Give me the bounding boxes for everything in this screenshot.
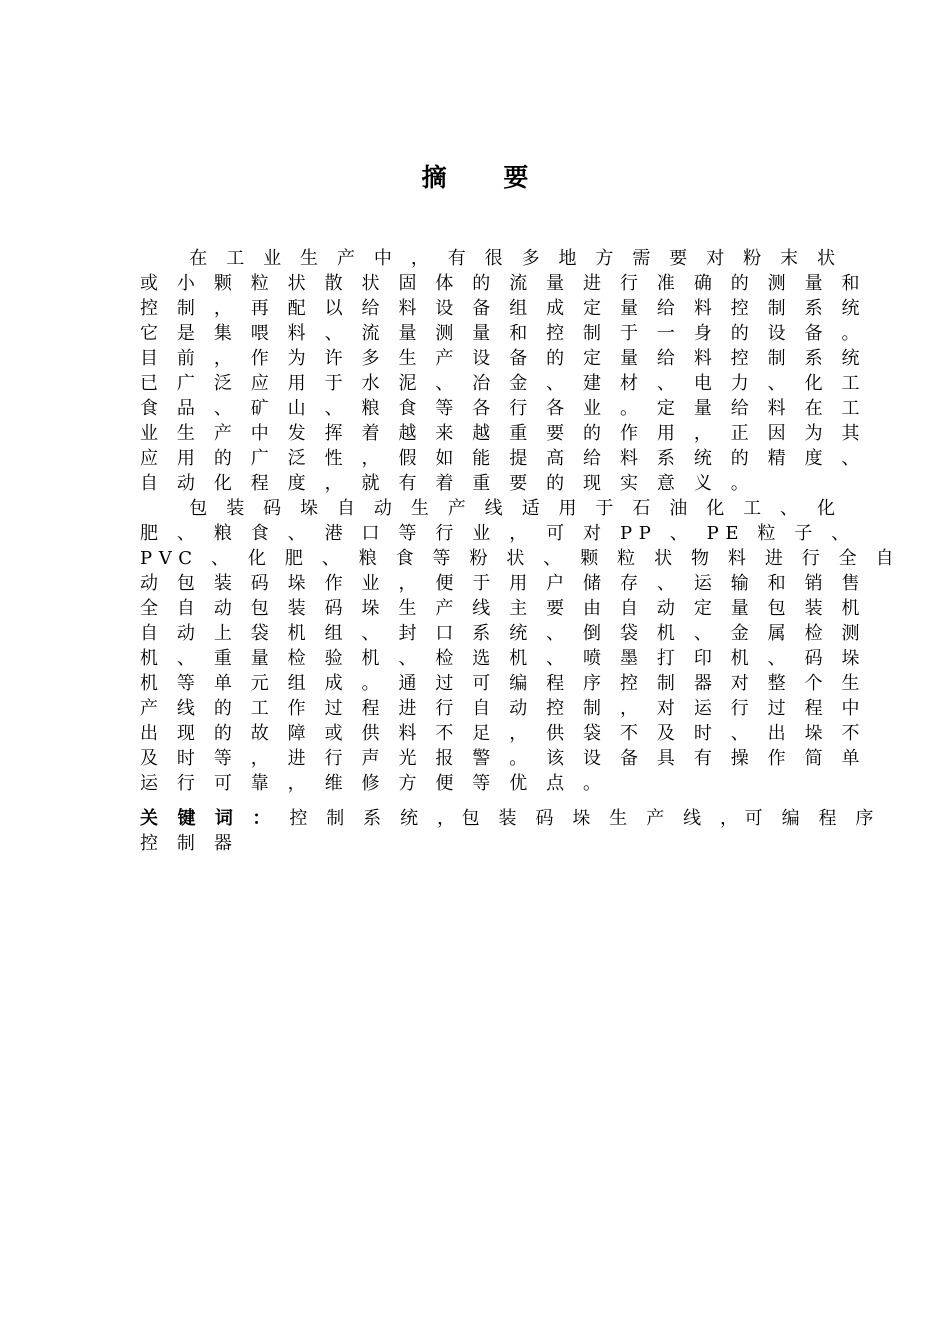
abstract-line: PVC 、 化 肥 、 粮 食 等 粉 状 、 颗 粒 状 物 料 进 行 全 自 [140, 548, 901, 569]
abstract-body [140, 246, 901, 796]
abstract-line: 业 生 产 中 发 挥 着 越 来 越 重 要 的 作 用 ， 正 因 为 其 [140, 423, 867, 444]
abstract-line: 控 制 ， 再 配 以 给 料 设 备 组 成 定 量 给 料 控 制 系 统 [140, 298, 867, 319]
keywords-line [140, 806, 881, 831]
keywords-section [140, 806, 881, 856]
abstract-line: 或 小 颗 粒 状 散 状 固 体 的 流 量 进 行 准 确 的 测 量 和 [140, 273, 867, 294]
abstract-line: 全 自 动 包 装 码 垛 生 产 线 主 要 由 自 动 定 量 包 装 机 [140, 598, 867, 619]
abstract-line: 食 品 、 矿 山 、 粮 食 等 各 行 各 业 。 定 量 给 料 在 工 [140, 398, 867, 419]
abstract-line: 应 用 的 广 泛 性 ， 假 如 能 提 高 给 料 系 统 的 精 度 、 [140, 448, 867, 469]
abstract-line: 包 装 码 垛 自 动 生 产 线 适 用 于 石 油 化 工 、 化 [140, 498, 842, 519]
abstract-line: 动 包 装 码 垛 作 业 ， 便 于 用 户 储 存 、 运 输 和 销 售 [140, 573, 867, 594]
abstract-line: 目 前 ， 作 为 许 多 生 产 设 备 的 定 量 给 料 控 制 系 统 [140, 348, 867, 369]
abstract-line: 自 动 化 程 度 ， 就 有 着 重 要 的 现 实 意 义 。 [140, 473, 756, 494]
abstract-line: 机 等 单 元 组 成 。 通 过 可 编 程 序 控 制 器 对 整 个 生 [140, 673, 867, 694]
page-title: 摘 要 [421, 163, 553, 192]
abstract-line: 肥 、 粮 食 、 港 口 等 行 业 ， 可 对 PP 、 PE 粒 子 、 [140, 523, 856, 544]
keywords-text: 控 制 系 统 ，包 装 码 垛 生 产 线 ，可 编 程 序 [277, 808, 881, 829]
abstract-line: 机 、 重 量 检 验 机 、 检 选 机 、 喷 墨 打 印 机 、 码 垛 [140, 648, 867, 669]
abstract-line: 运 行 可 靠 ， 维 修 方 便 等 优 点 。 [140, 773, 608, 794]
keywords-line-continuation: 控 制 器 [140, 833, 239, 854]
abstract-line: 已 广 泛 应 用 于 水 泥 、 冶 金 、 建 材 、 电 力 、 化 工 [140, 373, 867, 394]
keywords-label: 关 键 词 ： [140, 808, 277, 829]
abstract-line: 自 动 上 袋 机 组 、 封 口 系 统 、 倒 袋 机 、 金 属 检 测 [140, 623, 867, 644]
abstract-line: 它 是 集 喂 料 、 流 量 测 量 和 控 制 于 一 身 的 设 备 。 [140, 323, 867, 344]
abstract-line: 在 工 业 生 产 中 ， 有 很 多 地 方 需 要 对 粉 末 状 [140, 248, 842, 269]
abstract-line: 出 现 的 故 障 或 供 料 不 足 ， 供 袋 不 及 时 、 出 垛 不 [140, 723, 867, 744]
abstract-line: 产 线 的 工 作 过 程 进 行 自 动 控 制 ， 对 运 行 过 程 中 [140, 698, 867, 719]
abstract-line: 及 时 等 ， 进 行 声 光 报 警 。 该 设 备 具 有 操 作 简 单 [140, 748, 867, 769]
